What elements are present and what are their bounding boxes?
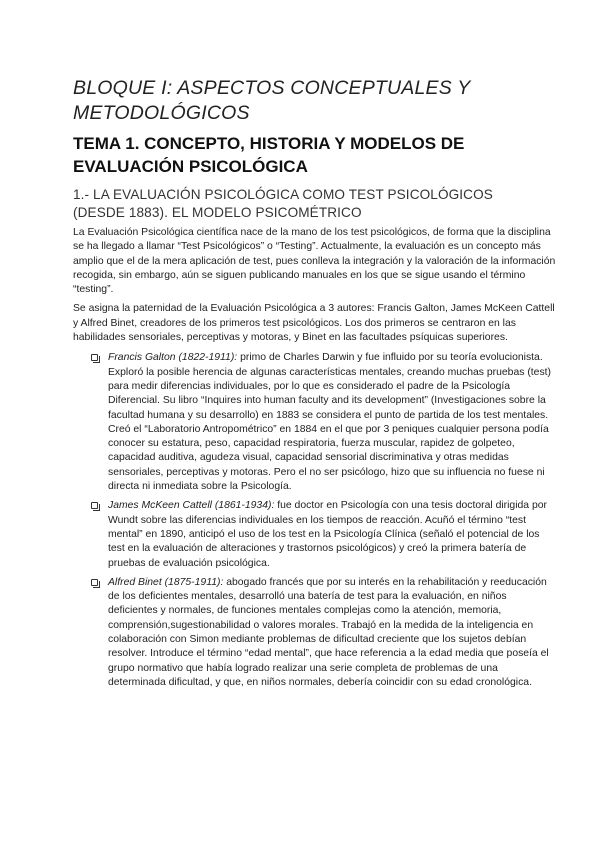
authors-list — [73, 351, 556, 690]
list-item-binet — [91, 576, 556, 690]
authors-paragraph: Se asigna la paternidad de la Evaluación Psicológica a 3 autores: Francis Galton, James McKeen Cattell y Alfred Binet, creadores de los primeros test psicológicos. Los dos primeros se centraron en las habilidades sensoriales, perceptivas y motoras, y Binet en las facultades psíquicas superiores. — [73, 303, 555, 344]
block-title-line-1: BLOQUE I: ASPECTOS CONCEPTUALES Y — [73, 77, 471, 99]
author-name: Francis Galton (1822-1911): — [108, 352, 238, 364]
intro-paragraph: La Evaluación Psicológica científica nace de la mano de los test psicológicos, de forma que la disciplina se ha llegado a llamar “Test Psicológicos” o “Testing”. Actualmente, la evaluación es un concepto más amplio que el de la mera aplicación de test, pues conlleva la integración y la valoración de la información recogida, sin embargo, aún se siguen publicando manuales en los que se sigue usando el término “testing”. — [73, 227, 556, 296]
author-name: James McKeen Cattell (1861-1934): — [108, 500, 275, 512]
author-description: fue doctor en Psicología con una tesis doctoral dirigida por Wundt sobre las diferencias individuales en los tiempos de reacción. Acuñó el término “test mental” en 1890, anticipó el uso de los test en la Psicología Clínica (señaló el potencial de los test en la evaluación de alteraciones y trastornos psicológicos) y creó la primera batería de pruebas de evaluación psicológica. — [108, 500, 547, 569]
block-title — [73, 76, 556, 126]
section-title — [73, 186, 556, 222]
list-item-cattell — [91, 499, 556, 570]
tema-title-line-1: TEMA 1. CONCEPTO, HISTORIA Y MODELOS DE — [73, 134, 465, 153]
checkbox-bullet-icon — [91, 579, 98, 586]
section-title-line-1: 1.- LA EVALUACIÓN PSICOLÓGICA COMO TEST PSICOLÓGICOS — [73, 187, 493, 202]
list-item-galton — [91, 351, 556, 494]
checkbox-bullet-icon — [91, 354, 98, 361]
tema-title-line-2: EVALUACIÓN PSICOLÓGICA — [73, 157, 308, 176]
author-description: abogado francés que por su interés en la rehabilitación y reeducación de los deficientes mentales, desarrolló una batería de test para la evaluación, en niños deficientes y normales, de funciones mentales complejas como la atención, memoria, comprensión,sugestionabilidad o valores morales. Trabajó en la medida de la inteligencia en colaboración con Simon mediante problemas de dificultad creciente que los sujetos debían resolver. Introduce el término “edad mental”, que hace referencia a la edad media que poseía el grupo normativo que había logrado realizar una serie completa de problemas de una determinada dificultad, y que, en niños normales, debería coincidir con su edad cronológica. — [108, 576, 549, 688]
section-title-line-2: (DESDE 1883). EL MODELO PSICOMÉTRICO — [73, 205, 362, 220]
checkbox-bullet-icon — [91, 502, 98, 509]
block-title-line-2: METODOLÓGICOS — [73, 102, 250, 124]
author-description: primo de Charles Darwin y fue influido por su teoría evolucionista. Exploró la posible herencia de algunas características mentales, creando muchas pruebas (test) para medir diferencias individuales, por lo que es considerado el padre de la Psicología Diferencial. Su libro “Inquires into human faculty and its development” (Investigaciones sobre la facultad humana y su desarrollo) en 1883 se considera el punto de partida de los test mentales. Creó el “Laboratorio Antropométrico” en 1884 en el que por 3 peniques cualquier persona podía conocer su estatura, peso, capacidad respiratoria, fuerza muscular, rapidez de golpeteo, capacidad auditiva, agudeza visual, capacidad sensorial discriminativa y otras medidas sensoriales, perceptivas y motoras. Pero el no ser psicólogo, hizo que su influencia no fuese ni directa ni inmediata sobre la Psicología. — [108, 352, 551, 493]
tema-title — [73, 132, 556, 178]
author-name: Alfred Binet (1875-1911): — [108, 576, 224, 588]
